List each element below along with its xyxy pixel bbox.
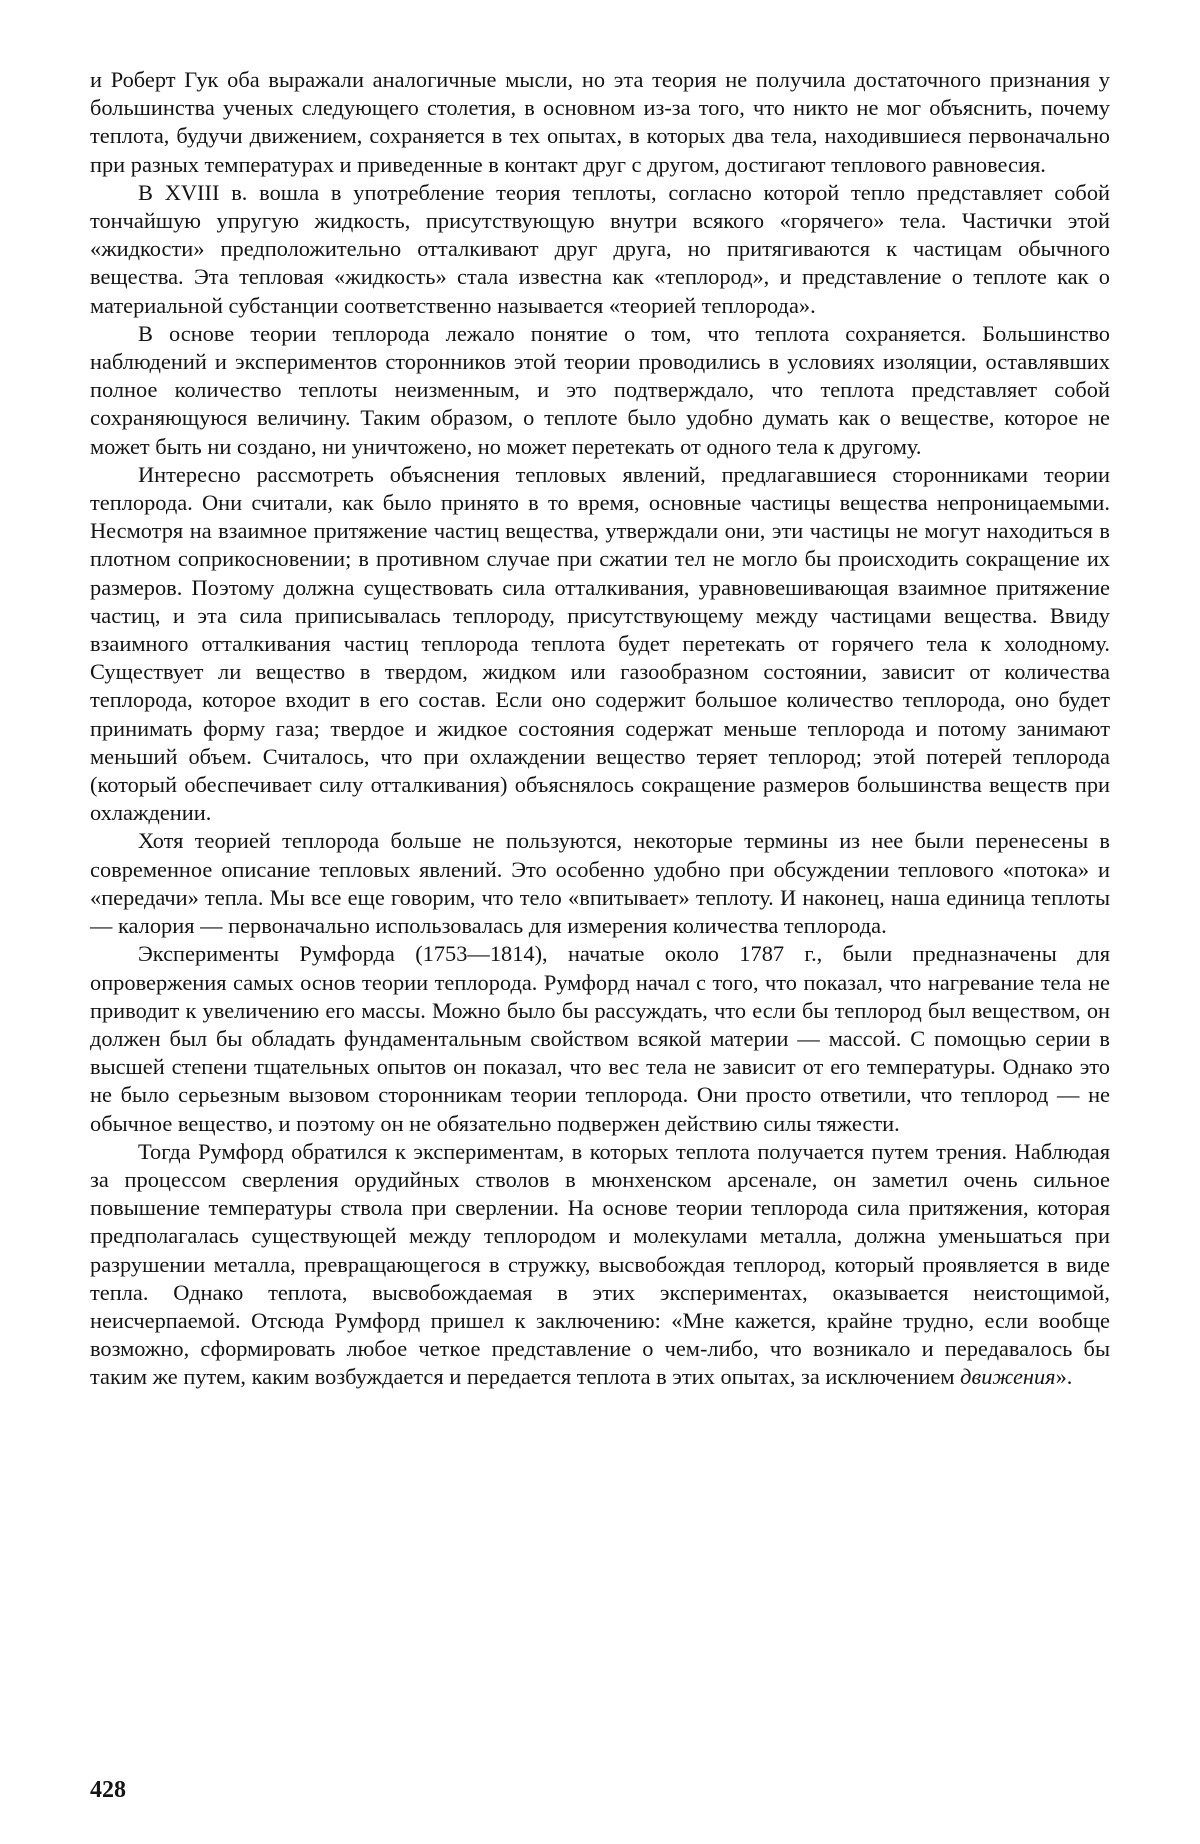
page-number: 428 — [90, 1777, 126, 1803]
emphasis-word: движения — [960, 1364, 1056, 1390]
paragraph-3: В основе теории теплорода лежало понятие о том, что теплота сохраняется. Большинство наблюдений и экспериментов сторонников этой теории проводились в условиях изоляции, оставлявших полное количество теплоты неизменным, и это подтверждало, что теплота представляет собой сохраняющуюся величину. Таким образом, о теплоте было удобно думать как о веществе, которое не может быть ни создано, ни уничтожено, но может перетекать от одного тела к другому. — [90, 320, 1110, 459]
paragraph-5: Хотя теорией теплорода больше не пользуются, некоторые термины из нее были перенесены в современное описание тепловых явлений. Это особенно удобно при обсуждении теплового «потока» и «передачи» тепла. Мы все еще говорим, что тело «впитывает» теплоту. И наконец, наша единица теплоты — калория — первоначально использовалась для измерения количества теплорода. — [90, 828, 1110, 939]
page-body — [90, 66, 1110, 1392]
paragraph-7-tail: ». — [1055, 1364, 1073, 1390]
paragraph-6: Эксперименты Румфорда (1753—1814), начатые около 1787 г., были предназначены для опровержения самых основ теории теплорода. Румфорд начал с того, что показал, что нагревание тела не приводит к увеличению его массы. Можно было бы рассуждать, что если бы теплород был веществом, он должен был бы обладать фундаментальным свойством всякой материи — массой. С помощью серии в высшей степени тщательных опытов он показал, что вес тела не зависит от его температуры. Однако это не было серьезным вызовом сторонникам теории теплорода. Они просто ответили, что теплород — не обычное вещество, и поэтому он не обязательно подвержен действию силы тяжести. — [90, 941, 1110, 1136]
paragraph-1: и Роберт Гук оба выражали аналогичные мысли, но эта теория не получила достаточного признания у большинства ученых следующего столетия, в основном из-за того, что никто не мог объяснить, почему теплота, будучи движением, сохраняется в тех опытах, в которых два тела, находившиеся первоначально при разных температурах и приведенные в контакт друг с другом, достигают теплового равновесия. — [90, 67, 1110, 177]
paragraph-2: В XVIII в. вошла в употребление теория теплоты, согласно которой тепло представляет собой тончайшую упругую жидкость, присутствующую внутри всякого «горячего» тела. Частички этой «жидкости» предположительно отталкивают друг друга, но притягиваются к частицам обычного вещества. Эта тепловая «жидкость» стала известна как «теплород», и представление о теплоте как о материальной субстанции соответственно называется «теорией теплорода». — [90, 179, 1110, 318]
paragraph-4: Интересно рассмотреть объяснения тепловых явлений, предлагавшиеся сторонниками теории теплорода. Они считали, как было принято в то время, основные частицы вещества непроницаемыми. Несмотря на взаимное притяжение частиц вещества, утверждали они, эти частицы не могут находиться в плотном соприкосновении; в противном случае при сжатии тел не могло бы происходить сокращение их размеров. Поэтому должна существовать сила отталкивания, уравновешивающая взаимное притяжение частиц, и эта сила приписывалась теплороду, присутствующему между частицами вещества. Ввиду взаимного отталкивания частиц теплорода теплота будет перетекать от горячего тела к холодному. Существует ли вещество в твердом, жидком или газообразном состоянии, зависит от количества теплорода, которое входит в его состав. Если оно содержит большое количество теплорода, оно будет принимать форму газа; твердое и жидкое состояния содержат меньше теплорода и потому занимают меньший объем. Считалось, что при охлаждении вещество теряет теплород; этой потерей теплорода (который обеспечивает силу отталкивания) объяснялось сокращение размеров большинства веществ при охлаждении. — [90, 461, 1110, 826]
paragraph-7-text: Тогда Румфорд обратился к экспериментам, в которых теплота получается путем трения. Наблюдая за процессом сверления орудийных стволов в мюнхенском арсенале, он заметил очень сильное повышение температуры ствола при сверлении. На основе теории теплорода сила притяжения, которая предполагалась существующей между теплородом и молекулами металла, должна уменьшаться при разрушении металла, превращающегося в стружку, высвобождая теплород, который проявляется в виде тепла. Однако теплота, высвобождаемая в этих экспериментах, оказывается неистощимой, неисчерпаемой. Отсюда Румфорд пришел к заключению: «Мне кажется, крайне трудно, если вообще возможно, сформировать любое четкое представление о чем-либо, что возникало и передавалось бы таким же путем, каким возбуждается и передается теплота в этих опытах, за исключением — [90, 1138, 1110, 1390]
paragraph-7 — [90, 1138, 1110, 1392]
